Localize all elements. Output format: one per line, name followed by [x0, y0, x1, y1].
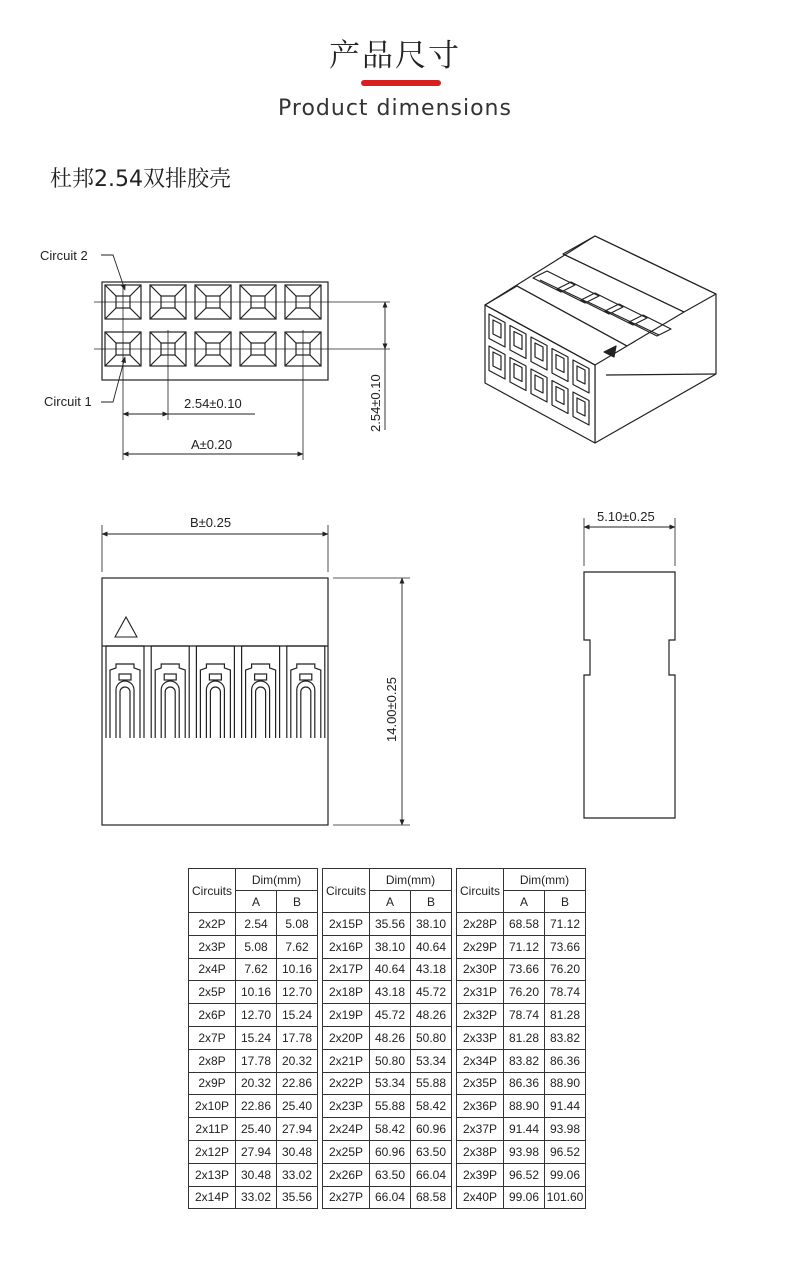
table-row — [189, 913, 318, 936]
table-row — [457, 1026, 586, 1049]
table-cell: 2x39P — [457, 1163, 504, 1186]
table-row — [189, 1049, 318, 1072]
table-cell: 68.58 — [411, 1186, 452, 1209]
table-cell: 2x24P — [323, 1118, 370, 1141]
table-row — [189, 1004, 318, 1027]
table-row — [323, 1140, 452, 1163]
table-cell: 96.52 — [504, 1163, 545, 1186]
table-cell: 10.16 — [236, 981, 277, 1004]
table-cell: 2x35P — [457, 1072, 504, 1095]
table-cell: 55.88 — [370, 1095, 411, 1118]
table-cell: 66.04 — [411, 1163, 452, 1186]
dimension-table-3 — [456, 868, 586, 1209]
table-cell: 45.72 — [370, 1004, 411, 1027]
table-cell: 2x22P — [323, 1072, 370, 1095]
table-cell: 15.24 — [236, 1026, 277, 1049]
table-row — [189, 981, 318, 1004]
table-cell: 2x30P — [457, 958, 504, 981]
table-row — [189, 1095, 318, 1118]
table-row — [323, 1072, 452, 1095]
table-row — [457, 1186, 586, 1209]
front-slot-5 — [287, 646, 325, 738]
table-cell: 2x34P — [457, 1049, 504, 1072]
table-row — [457, 981, 586, 1004]
table-cell: 12.70 — [277, 981, 318, 1004]
table-row — [189, 935, 318, 958]
table-cell: 86.36 — [545, 1049, 586, 1072]
table-cell: 53.34 — [370, 1072, 411, 1095]
table-cell: 91.44 — [545, 1095, 586, 1118]
front-slot-group — [106, 646, 325, 738]
pitch-y-label: 2.54±0.10 — [368, 374, 383, 432]
table-cell: 48.26 — [411, 1004, 452, 1027]
table-cell: 91.44 — [504, 1118, 545, 1141]
table-cell: 43.18 — [370, 981, 411, 1004]
table-cell: 25.40 — [277, 1095, 318, 1118]
table-cell: 2x8P — [189, 1049, 236, 1072]
col-a-header: A — [504, 891, 545, 913]
circuit-2-label: Circuit 2 — [40, 248, 88, 263]
table-cell: 73.66 — [504, 958, 545, 981]
cavity-grid — [105, 285, 321, 366]
col-b-header: B — [277, 891, 318, 913]
table-cell: 93.98 — [504, 1140, 545, 1163]
table-cell: 2x20P — [323, 1026, 370, 1049]
table-cell: 78.74 — [545, 981, 586, 1004]
col-a-header: A — [236, 891, 277, 913]
table-cell: 2x33P — [457, 1026, 504, 1049]
table-header-row — [457, 869, 586, 891]
product-name: 杜邦2.54双排胶壳 — [50, 167, 231, 192]
table-cell: 33.02 — [236, 1186, 277, 1209]
table-cell: 2x9P — [189, 1072, 236, 1095]
table-cell: 22.86 — [236, 1095, 277, 1118]
front-view-outline — [102, 578, 328, 825]
table-cell: 2x13P — [189, 1163, 236, 1186]
circuit-1-label: Circuit 1 — [44, 394, 92, 409]
table-cell: 2x14P — [189, 1186, 236, 1209]
table-cell: 2x18P — [323, 981, 370, 1004]
table-cell: 58.42 — [370, 1118, 411, 1141]
table-cell: 33.02 — [277, 1163, 318, 1186]
table-cell: 76.20 — [504, 981, 545, 1004]
table-row — [323, 1049, 452, 1072]
table-cell: 2x28P — [457, 913, 504, 936]
table-cell: 2x29P — [457, 935, 504, 958]
table-cell: 2x27P — [323, 1186, 370, 1209]
table-header-row — [189, 869, 318, 891]
table-cell: 88.90 — [504, 1095, 545, 1118]
table-row — [189, 1163, 318, 1186]
table-cell: 88.90 — [545, 1072, 586, 1095]
circuits-header: Circuits — [323, 869, 370, 913]
front-slot-1 — [106, 646, 144, 738]
table-cell: 2x25P — [323, 1140, 370, 1163]
table-row — [457, 958, 586, 981]
table-cell: 2x38P — [457, 1140, 504, 1163]
table-cell: 2x11P — [189, 1118, 236, 1141]
table-cell: 2x3P — [189, 935, 236, 958]
table-row — [457, 1004, 586, 1027]
table-row — [189, 958, 318, 981]
table-row — [457, 1140, 586, 1163]
table-cell: 2x5P — [189, 981, 236, 1004]
table-cell: 45.72 — [411, 981, 452, 1004]
side-view — [584, 518, 675, 818]
table-row — [323, 1118, 452, 1141]
table-row — [323, 1095, 452, 1118]
table-cell: 81.28 — [545, 1004, 586, 1027]
table-cell: 35.56 — [277, 1186, 318, 1209]
table-cell: 2.54 — [236, 913, 277, 936]
table-row — [457, 1118, 586, 1141]
table-cell: 96.52 — [545, 1140, 586, 1163]
table-row — [323, 913, 452, 936]
table-cell: 93.98 — [545, 1118, 586, 1141]
table-cell: 35.56 — [370, 913, 411, 936]
table-cell: 99.06 — [504, 1186, 545, 1209]
table-cell: 5.08 — [277, 913, 318, 936]
table-row — [323, 958, 452, 981]
front-view — [102, 525, 410, 825]
dim-a-label: A±0.20 — [191, 437, 233, 452]
table-row — [457, 1049, 586, 1072]
circuits-header: Circuits — [457, 869, 504, 913]
table-header-row — [323, 869, 452, 891]
table-cell: 55.88 — [411, 1072, 452, 1095]
table-cell: 2x15P — [323, 913, 370, 936]
table-cell: 48.26 — [370, 1026, 411, 1049]
table-cell: 2x37P — [457, 1118, 504, 1141]
table-row — [457, 913, 586, 936]
table-cell: 38.10 — [411, 913, 452, 936]
table-cell: 63.50 — [370, 1163, 411, 1186]
table-cell: 2x32P — [457, 1004, 504, 1027]
table-cell: 101.60 — [545, 1186, 586, 1209]
col-a-header: A — [370, 891, 411, 913]
table-cell: 2x21P — [323, 1049, 370, 1072]
table-row — [323, 1004, 452, 1027]
table-cell: 25.40 — [236, 1118, 277, 1141]
table-cell: 2x12P — [189, 1140, 236, 1163]
table-row — [457, 1095, 586, 1118]
table-cell: 2x19P — [323, 1004, 370, 1027]
table-cell: 63.50 — [411, 1140, 452, 1163]
table-cell: 2x17P — [323, 958, 370, 981]
table-cell: 38.10 — [370, 935, 411, 958]
col-b-header: B — [545, 891, 586, 913]
table-cell: 2x6P — [189, 1004, 236, 1027]
table-cell: 30.48 — [236, 1163, 277, 1186]
pitch-x-label: 2.54±0.10 — [184, 396, 242, 411]
table-cell: 2x26P — [323, 1163, 370, 1186]
table-cell: 2x23P — [323, 1095, 370, 1118]
table-row — [189, 1026, 318, 1049]
table-cell: 43.18 — [411, 958, 452, 981]
front-slot-2 — [151, 646, 189, 738]
col-b-header: B — [411, 891, 452, 913]
table-cell: 2x7P — [189, 1026, 236, 1049]
dimension-table-2 — [322, 868, 452, 1209]
table-row — [457, 935, 586, 958]
table-cell: 2x2P — [189, 913, 236, 936]
table-cell: 50.80 — [370, 1049, 411, 1072]
table-cell: 71.12 — [504, 935, 545, 958]
table-cell: 7.62 — [277, 935, 318, 958]
table-cell: 66.04 — [370, 1186, 411, 1209]
table-row — [323, 1186, 452, 1209]
dim-header: Dim(mm) — [236, 869, 318, 891]
table-row — [189, 1186, 318, 1209]
table-cell: 2x40P — [457, 1186, 504, 1209]
table-cell: 60.96 — [370, 1140, 411, 1163]
table-cell: 17.78 — [277, 1026, 318, 1049]
table-cell: 78.74 — [504, 1004, 545, 1027]
table-row — [189, 1072, 318, 1095]
table-cell: 53.34 — [411, 1049, 452, 1072]
table-cell: 71.12 — [545, 913, 586, 936]
table-cell: 2x4P — [189, 958, 236, 981]
circuits-header: Circuits — [189, 869, 236, 913]
table-row — [457, 1163, 586, 1186]
table-cell: 50.80 — [411, 1026, 452, 1049]
top-view-outline — [102, 282, 328, 380]
table-cell: 99.06 — [545, 1163, 586, 1186]
front-slot-4 — [242, 646, 280, 738]
table-cell: 27.94 — [236, 1140, 277, 1163]
table-cell: 2x36P — [457, 1095, 504, 1118]
front-slot-3 — [196, 646, 234, 738]
table-cell: 40.64 — [411, 935, 452, 958]
depth-label: 5.10±0.25 — [597, 509, 655, 524]
dim-header: Dim(mm) — [370, 869, 452, 891]
table-cell: 20.32 — [236, 1072, 277, 1095]
triangle-icon — [115, 617, 137, 637]
table-row — [189, 1118, 318, 1141]
table-cell: 7.62 — [236, 958, 277, 981]
section-title-en: Product dimensions — [278, 96, 512, 121]
top-view — [94, 255, 390, 460]
table-cell: 76.20 — [545, 958, 586, 981]
table-cell: 17.78 — [236, 1049, 277, 1072]
dimension-table-1 — [188, 868, 318, 1209]
table-cell: 15.24 — [277, 1004, 318, 1027]
isometric-view — [485, 236, 716, 443]
table-cell: 60.96 — [411, 1118, 452, 1141]
table-cell: 27.94 — [277, 1118, 318, 1141]
table-cell: 12.70 — [236, 1004, 277, 1027]
height-label: 14.00±0.25 — [384, 677, 399, 742]
section-title-cn: 产品尺寸 — [329, 38, 461, 74]
table-row — [323, 981, 452, 1004]
table-cell: 40.64 — [370, 958, 411, 981]
dim-header: Dim(mm) — [504, 869, 586, 891]
table-cell: 2x10P — [189, 1095, 236, 1118]
table-cell: 83.82 — [545, 1026, 586, 1049]
table-cell: 10.16 — [277, 958, 318, 981]
table-cell: 22.86 — [277, 1072, 318, 1095]
table-row — [323, 1163, 452, 1186]
table-cell: 5.08 — [236, 935, 277, 958]
table-cell: 30.48 — [277, 1140, 318, 1163]
table-cell: 68.58 — [504, 913, 545, 936]
table-row — [323, 935, 452, 958]
table-cell: 58.42 — [411, 1095, 452, 1118]
table-row — [323, 1026, 452, 1049]
table-cell: 86.36 — [504, 1072, 545, 1095]
table-cell: 73.66 — [545, 935, 586, 958]
dim-b-label: B±0.25 — [190, 515, 232, 530]
table-cell: 81.28 — [504, 1026, 545, 1049]
table-cell: 2x16P — [323, 935, 370, 958]
table-row — [457, 1072, 586, 1095]
table-cell: 2x31P — [457, 981, 504, 1004]
table-cell: 83.82 — [504, 1049, 545, 1072]
table-cell: 20.32 — [277, 1049, 318, 1072]
table-row — [189, 1140, 318, 1163]
